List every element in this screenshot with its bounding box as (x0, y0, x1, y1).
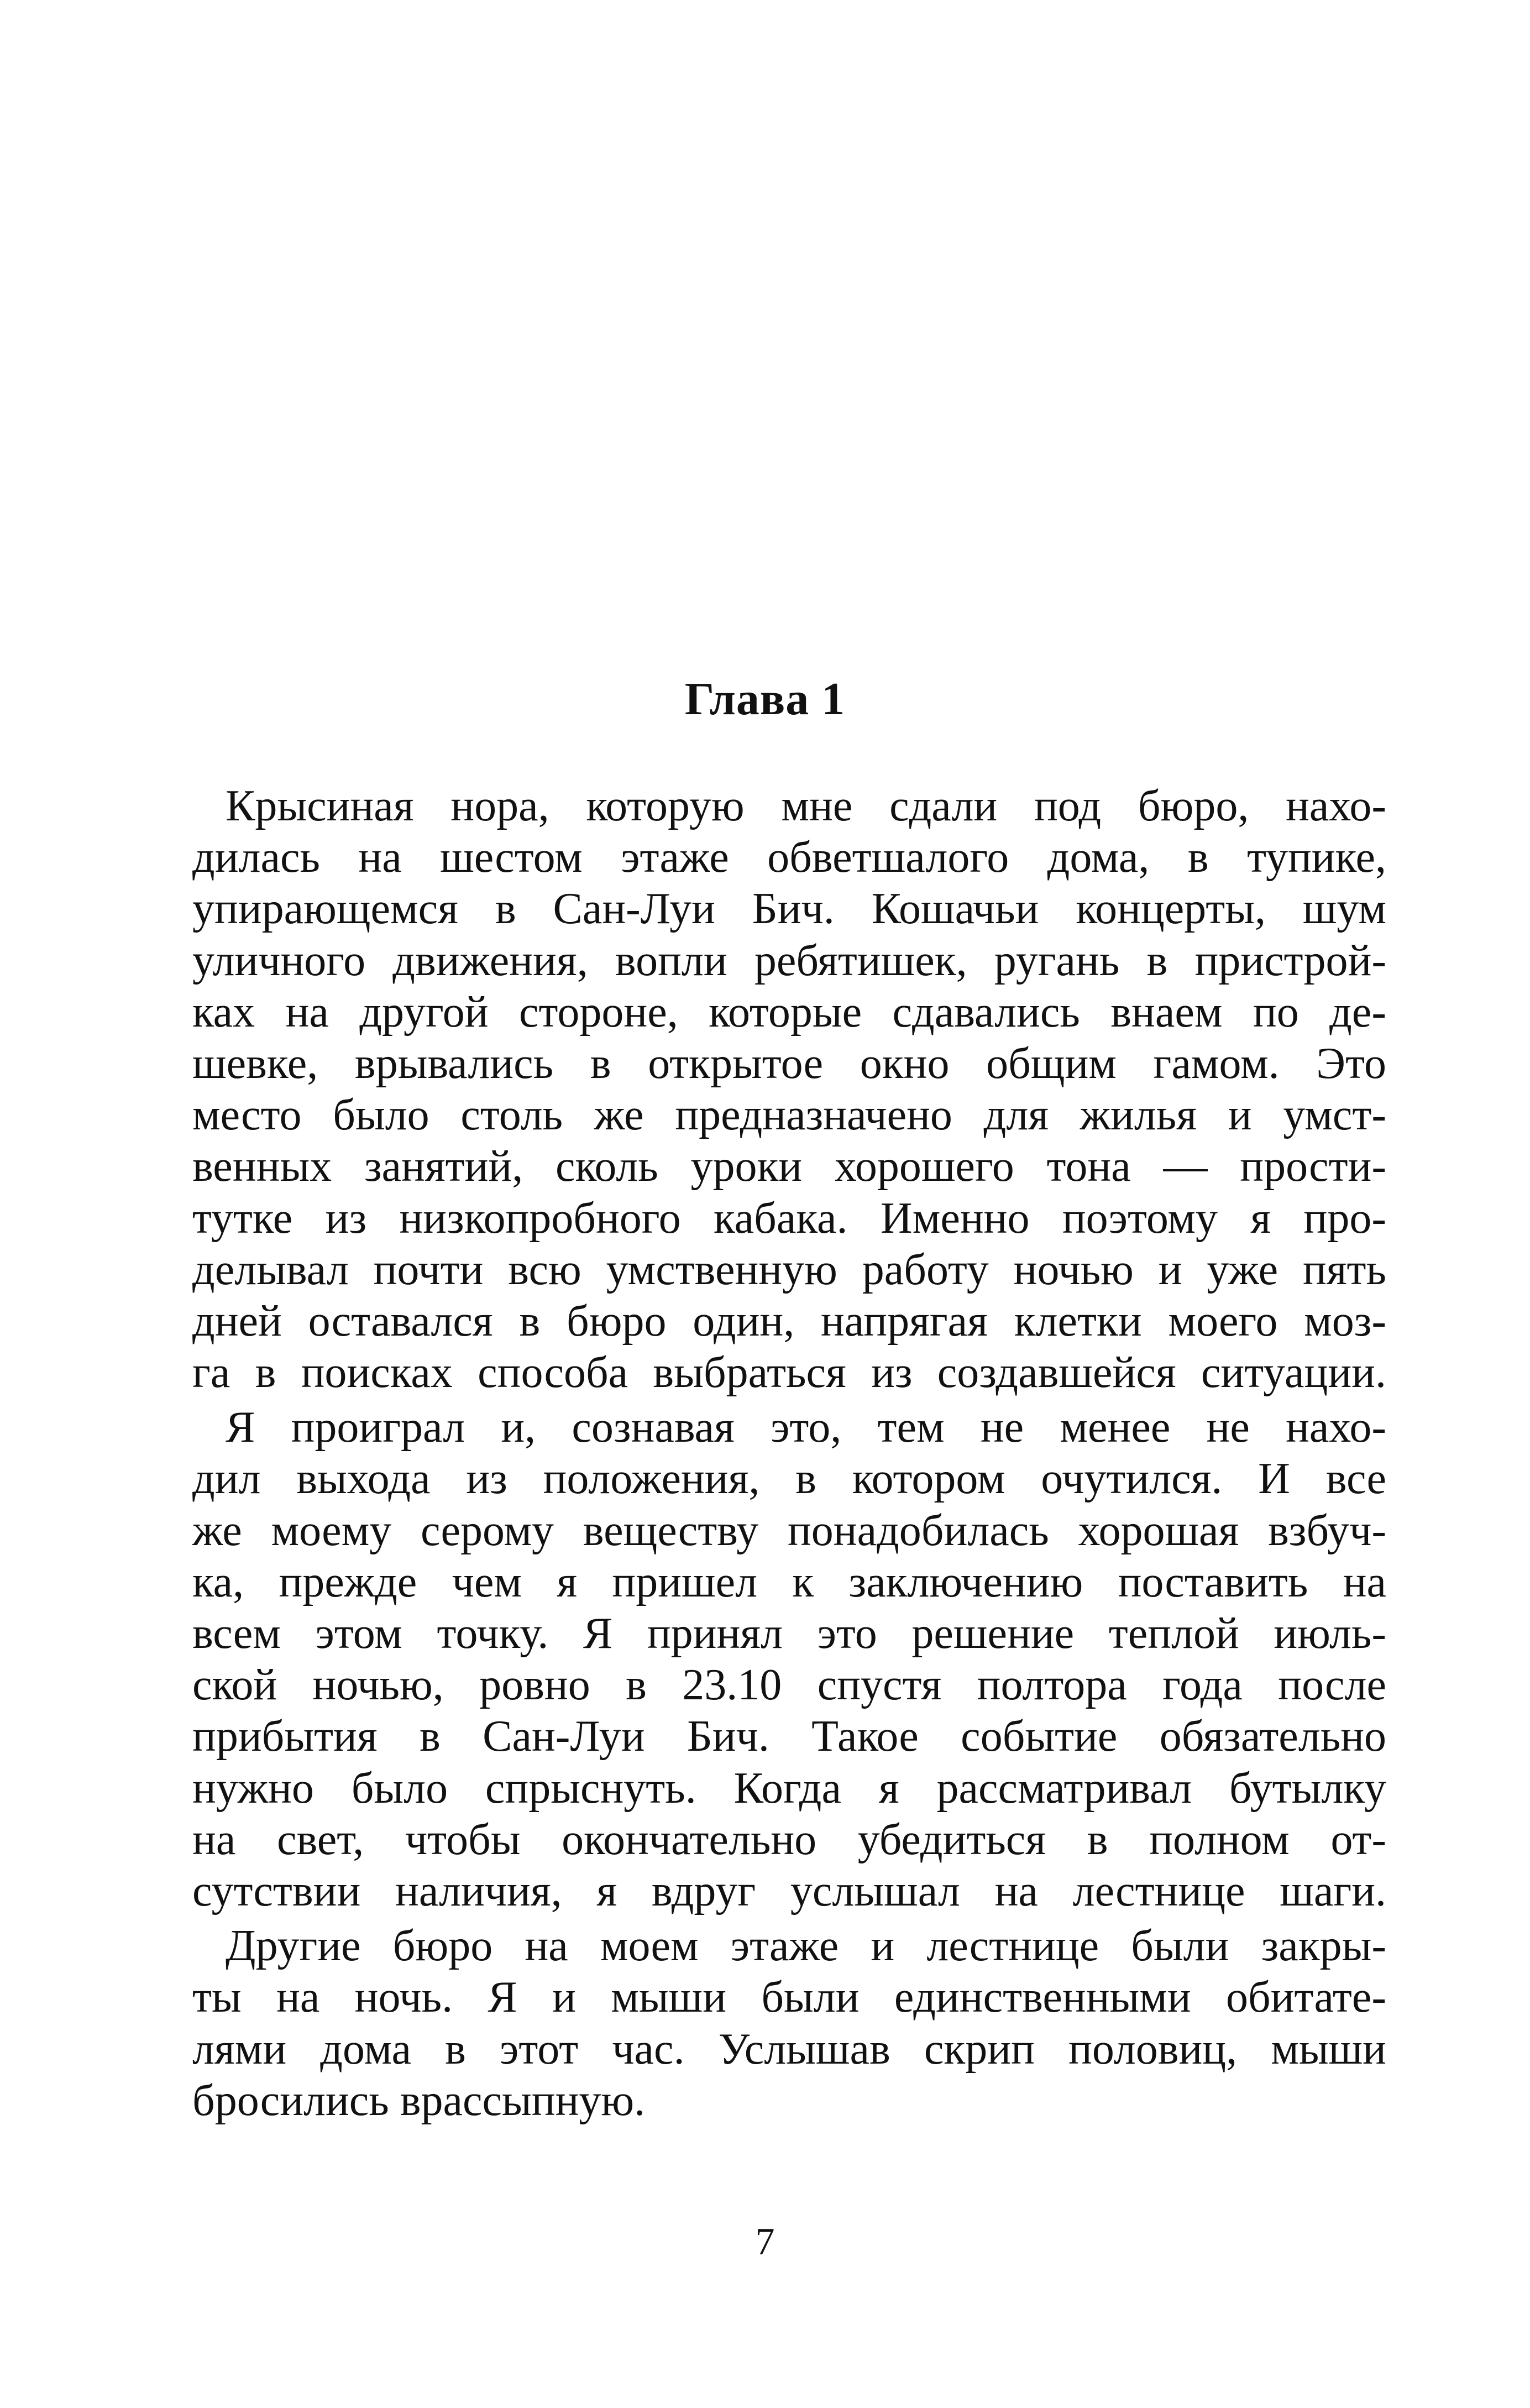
chapter-title: Глава 1 (684, 673, 846, 725)
paragraph-1 (192, 781, 1386, 1399)
text-line: дней оставался в бюро один, напрягая клетки моего моз- (192, 1296, 1386, 1346)
text-line: место было столь же предназначено для жилья и умст- (192, 1091, 1386, 1140)
text-line: лями дома в этот час. Услышав скрип половиц, мыши (192, 2024, 1386, 2074)
text-line: нужно было спрыснуть. Когда я рассматривал бутылку (192, 1763, 1386, 1813)
text-line: Крысиная нора, которую мне сдали под бюро, нахо- (226, 782, 1386, 830)
text-line: ка, прежде чем я пришел к заключению поставить на (192, 1557, 1386, 1606)
text-line: тутке из низкопробного кабака. Именно поэтому я про- (192, 1193, 1386, 1243)
text-line: ты на ночь. Я и мыши были единственными обитате- (192, 1973, 1386, 2022)
text-line: же моему серому веществу понадобилась хорошая взбуч- (192, 1506, 1386, 1555)
text-line: прибытия в Сан-Луи Бич. Такое событие обязательно (192, 1712, 1386, 1761)
text-line: делывал почти всю умственную работу ночью и уже пять (192, 1245, 1386, 1294)
text-line: Другие бюро на моем этаже и лестнице были закры- (226, 1922, 1386, 1971)
page-number: 7 (755, 2221, 775, 2263)
text-line: ках на другой стороне, которые сдавались внаем по де- (192, 987, 1386, 1037)
text-line: дилась на шестом этаже обветшалого дома, в тупике, (192, 833, 1386, 882)
text-line: Я проиграл и, сознавая это, тем не менее не нахо- (226, 1403, 1386, 1452)
text-line: дил выхода из положения, в котором очутился. И все (192, 1454, 1386, 1504)
text-line: шевке, врывались в открытое окно общим гамом. Это (192, 1039, 1386, 1088)
text-line: венных занятий, сколь уроки хорошего тона — прости- (192, 1142, 1386, 1191)
body-text (192, 781, 1386, 2127)
paragraph-3 (192, 1920, 1386, 2127)
text-line: упирающемся в Сан-Луи Бич. Кошачьи концерты, шум (192, 884, 1386, 934)
text-line: ской ночью, ровно в 23.10 спустя полтора года после (192, 1661, 1386, 1710)
text-line: бросились врассыпную. (192, 2076, 646, 2125)
text-line: всем этом точку. Я принял это решение теплой июль- (192, 1609, 1386, 1658)
text-line: сутствии наличия, я вдруг услышал на лестнице шаги. (192, 1866, 1386, 1915)
text-line: уличного движения, вопли ребятишек, ругань в пристрой- (192, 936, 1386, 985)
paragraph-2 (192, 1402, 1386, 1917)
text-line: га в поисках способа выбраться из создавшейся ситуации. (192, 1348, 1386, 1397)
text-line: на свет, чтобы окончательно убедиться в полном от- (192, 1815, 1386, 1864)
